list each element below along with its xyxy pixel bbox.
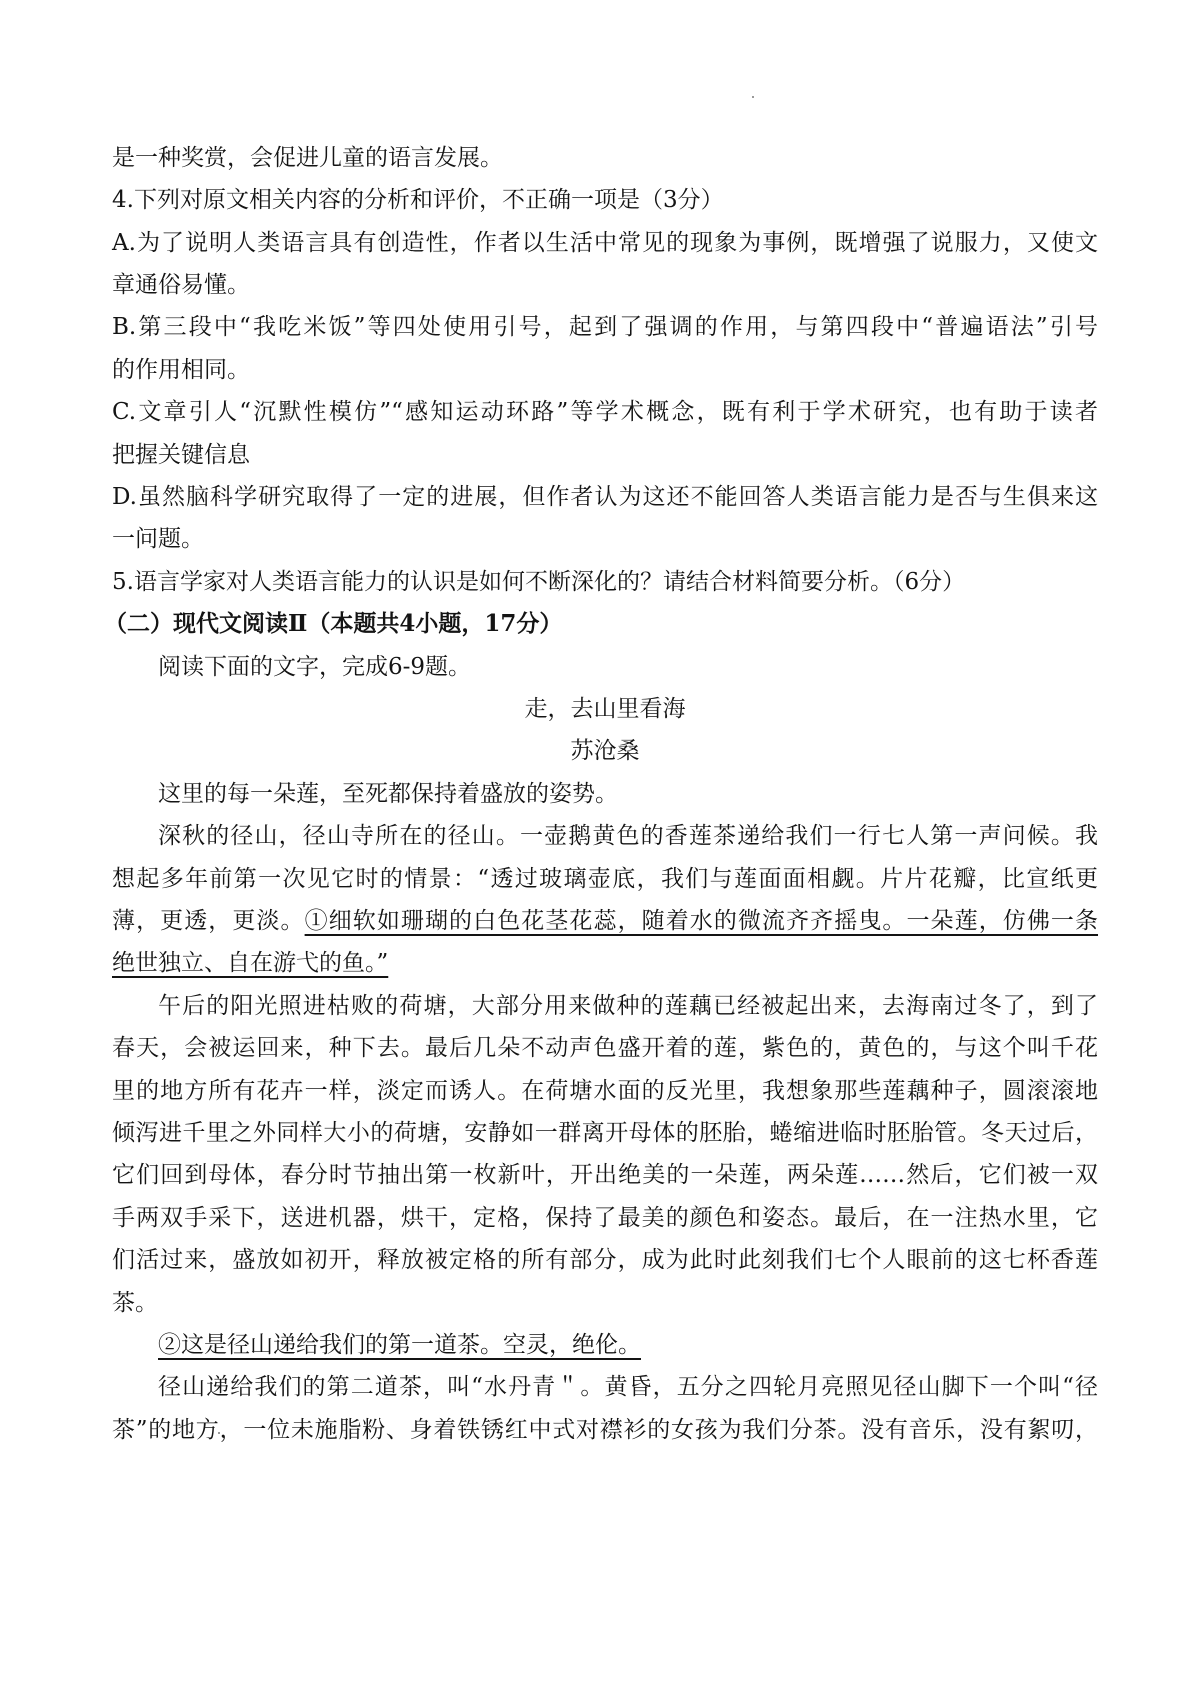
option-d: D.虽然脑科学研究取得了一定的进展，但作者认为这还不能回答人类语言能力是否与生俱来这 <box>112 484 1098 510</box>
question-4: 4.下列对原文相关内容的分析和评价，不正确一项是（3分） <box>112 187 724 213</box>
option-a: A.为了说明人类语言具有创造性，作者以生活中常见的现象为事例，既增强了说服力，又使文 <box>112 230 1098 256</box>
paragraph-line: 里的地方所有花卉一样，淡定而诱人。在荷塘水面的反光里，我想象那些莲藕种子，圆滚滚地 <box>112 1078 1098 1104</box>
section-heading: （二）现代文阅读Ⅱ（本题共4小题，17分） <box>104 610 563 637</box>
option-b-cont: 的作用相同。 <box>112 357 250 383</box>
paragraph-segment: 薄，更透，更淡。 <box>112 908 305 934</box>
underlined-sentence-1: ①细软如珊瑚的白色花茎花蕊，随着水的微流齐齐摇曳。一朵莲，仿佛一条 <box>304 908 1099 934</box>
paragraph-line: 午后的阳光照进枯败的荷塘，大部分用来做种的莲藕已经被起出来，去海南过冬了，到了 <box>158 993 1098 1019</box>
paragraph-line: 想起多年前第一次见它时的情景：“透过玻璃壶底，我们与莲面面相觑。片片花瓣，比宣纸更 <box>112 866 1098 892</box>
article-title: 走，去山里看海 <box>524 696 686 722</box>
question-5: 5.语言学家对人类语言能力的认识是如何不断深化的？请结合材料简要分析。（6分） <box>112 569 966 595</box>
paragraph-line: 春天，会被运回来，种下去。最后几朵不动声色盛开着的莲，紫色的，黄色的，与这个叫千花 <box>112 1035 1098 1061</box>
option-c-cont: 把握关键信息 <box>112 442 250 468</box>
paragraph-line: 这里的每一朵莲，至死都保持着盛放的姿势。 <box>158 781 618 807</box>
paragraph-line: 深秋的径山，径山寺所在的径山。一壶鹅黄色的香莲茶递给我们一行七人第一声问候。我 <box>158 823 1098 849</box>
reading-instruction: 阅读下面的文字，完成6-9题。 <box>158 654 472 680</box>
article-author: 苏沧桑 <box>570 738 640 764</box>
paragraph-line: 倾泻进千里之外同样大小的荷塘，安静如一群离开母体的胚胎，蜷缩进临时胚胎管。冬天过后， <box>112 1120 1098 1146</box>
option-a-cont: 章通俗易懂。 <box>112 272 250 298</box>
scan-speck <box>752 96 754 98</box>
paragraph-line: 它们回到母体，春分时节抽出第一枚新叶，开出绝美的一朵莲，两朵莲……然后，它们被一双 <box>112 1162 1098 1188</box>
paragraph-line <box>158 1329 1098 1361</box>
option-c: C.文章引人“沉默性模仿”“感知运动环路”等学术概念，既有利于学术研究，也有助于读者 <box>112 399 1098 425</box>
paragraph-line: 径山递给我们的第二道茶，叫“水丹青＂。黄昏，五分之四轮月亮照见径山脚下一个叫“径 <box>158 1374 1098 1400</box>
paragraph-line: 茶”的地方，一位未施脂粉、身着铁锈红中式对襟衫的女孩为我们分茶。没有音乐，没有絮叨， <box>112 1417 1098 1443</box>
paragraph-line: 茶。 <box>112 1290 158 1316</box>
paragraph-line <box>112 905 1098 937</box>
underlined-sentence-2: ②这是径山递给我们的第一道茶。空灵，绝伦。 <box>158 1332 641 1358</box>
option-b: B.第三段中“我吃米饭”等四处使用引号，起到了强调的作用，与第四段中“普遍语法”引号 <box>112 314 1098 340</box>
underlined-sentence-1-cont: 绝世独立、自在游弋的鱼。” <box>112 950 389 976</box>
paragraph-line <box>112 947 1098 979</box>
option-d-cont: 一问题。 <box>112 526 204 552</box>
text-line: 是一种奖赏，会促进儿童的语言发展。 <box>112 145 503 171</box>
paragraph-line: 们活过来，盛放如初开，释放被定格的所有部分，成为此时此刻我们七个人眼前的这七杯香莲 <box>112 1247 1098 1273</box>
paragraph-line: 手两双手采下，送进机器，烘干，定格，保持了最美的颜色和姿态。最后，在一注热水里，它 <box>112 1205 1098 1231</box>
